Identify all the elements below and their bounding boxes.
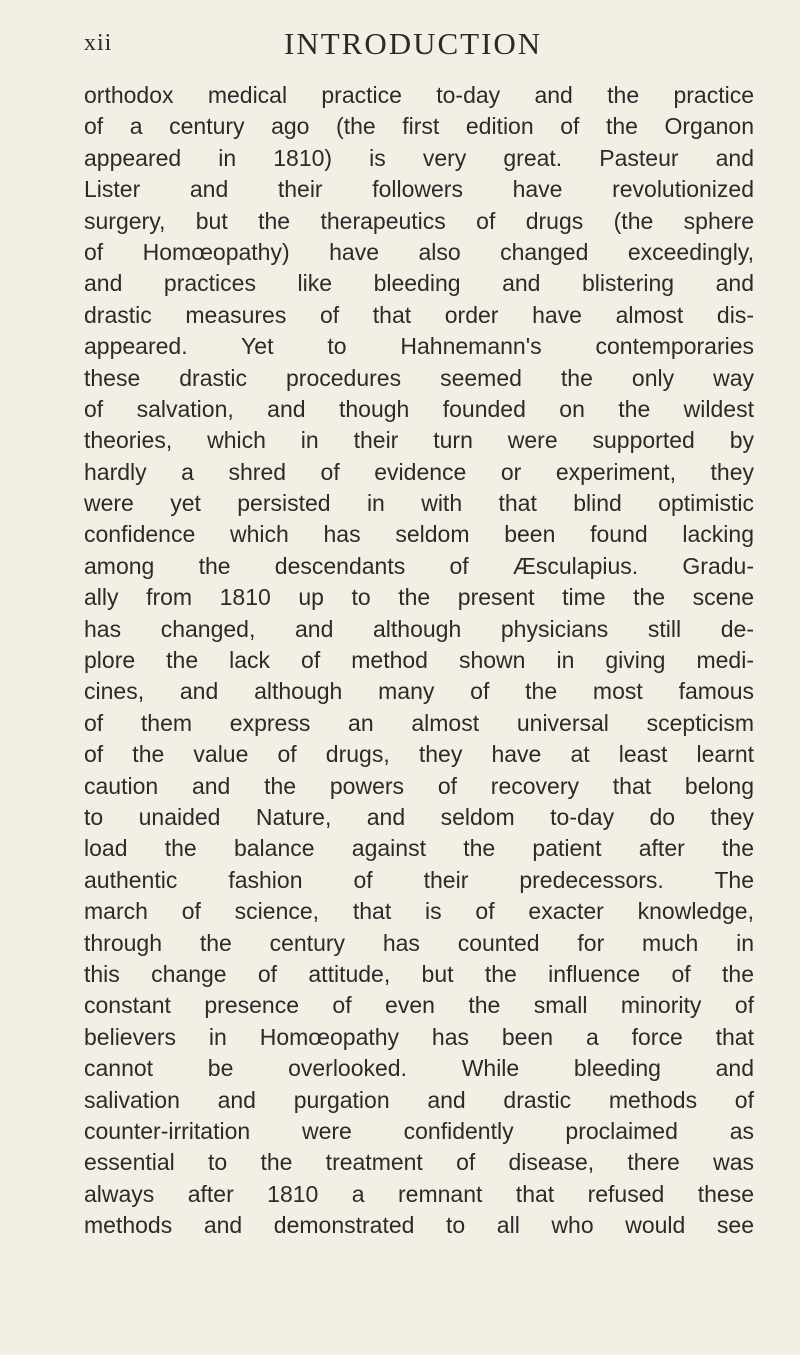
text-line: were yet persisted in with that blind optimistic — [84, 490, 754, 517]
text-line: drastic measures of that order have almost dis- — [84, 301, 754, 328]
text-line: plore the lack of method shown in giving medi- — [84, 647, 754, 674]
page-number: xii — [84, 30, 113, 56]
text-line: essential to the treatment of disease, there was — [84, 1149, 754, 1176]
text-line: load the balance against the patient after the — [84, 835, 754, 862]
text-line: of them express an almost universal scepticism — [84, 709, 754, 736]
running-head — [84, 26, 744, 66]
text-line: confidence which has seldom been found lacking — [84, 521, 754, 548]
text-line: surgery, but the therapeutics of drugs (the sphere — [84, 207, 754, 234]
text-line: has changed, and although physicians still de- — [84, 615, 754, 642]
text-line: appeared. Yet to Hahnemann's contemporaries — [84, 333, 754, 360]
text-line: counter-irritation were confidently proclaimed as — [84, 1117, 754, 1144]
body-text — [84, 80, 754, 1241]
text-line: of salvation, and though founded on the wildest — [84, 395, 754, 422]
text-line: authentic fashion of their predecessors. The — [84, 866, 754, 893]
text-line: of a century ago (the first edition of the Organon — [84, 113, 754, 140]
text-line: cannot be overlooked. While bleeding and — [84, 1055, 754, 1082]
text-line: these drastic procedures seemed the only way — [84, 364, 754, 391]
text-line: theories, which in their turn were supported by — [84, 427, 754, 454]
text-line: among the descendants of Æsculapius. Gradu- — [84, 552, 754, 579]
text-line: orthodox medical practice to-day and the practice — [84, 82, 754, 108]
text-line: hardly a shred of evidence or experiment, they — [84, 458, 754, 485]
text-line: Lister and their followers have revolutionized — [84, 176, 754, 203]
text-line: and practices like bleeding and blistering and — [84, 270, 754, 297]
text-line: march of science, that is of exacter knowledge, — [84, 898, 754, 925]
text-line: through the century has counted for much in — [84, 929, 754, 956]
text-line: of the value of drugs, they have at least learnt — [84, 741, 754, 768]
text-line: methods and demonstrated to all who would see — [84, 1212, 754, 1239]
text-line: salivation and purgation and drastic methods of — [84, 1086, 754, 1113]
text-line: constant presence of even the small minority of — [84, 992, 754, 1019]
text-line: cines, and although many of the most famous — [84, 678, 754, 705]
text-line: of Homœopathy) have also changed exceedingly, — [84, 238, 754, 265]
section-title: INTRODUCTION — [284, 26, 543, 61]
text-line: this change of attitude, but the influence of the — [84, 960, 754, 987]
text-line: appeared in 1810) is very great. Pasteur and — [84, 144, 754, 171]
text-line: ally from 1810 up to the present time the scene — [84, 584, 754, 611]
text-line: always after 1810 a remnant that refused these — [84, 1180, 754, 1207]
text-line: believers in Homœopathy has been a force that — [84, 1023, 754, 1050]
text-line: caution and the powers of recovery that belong — [84, 772, 754, 799]
text-line: to unaided Nature, and seldom to-day do they — [84, 803, 754, 830]
